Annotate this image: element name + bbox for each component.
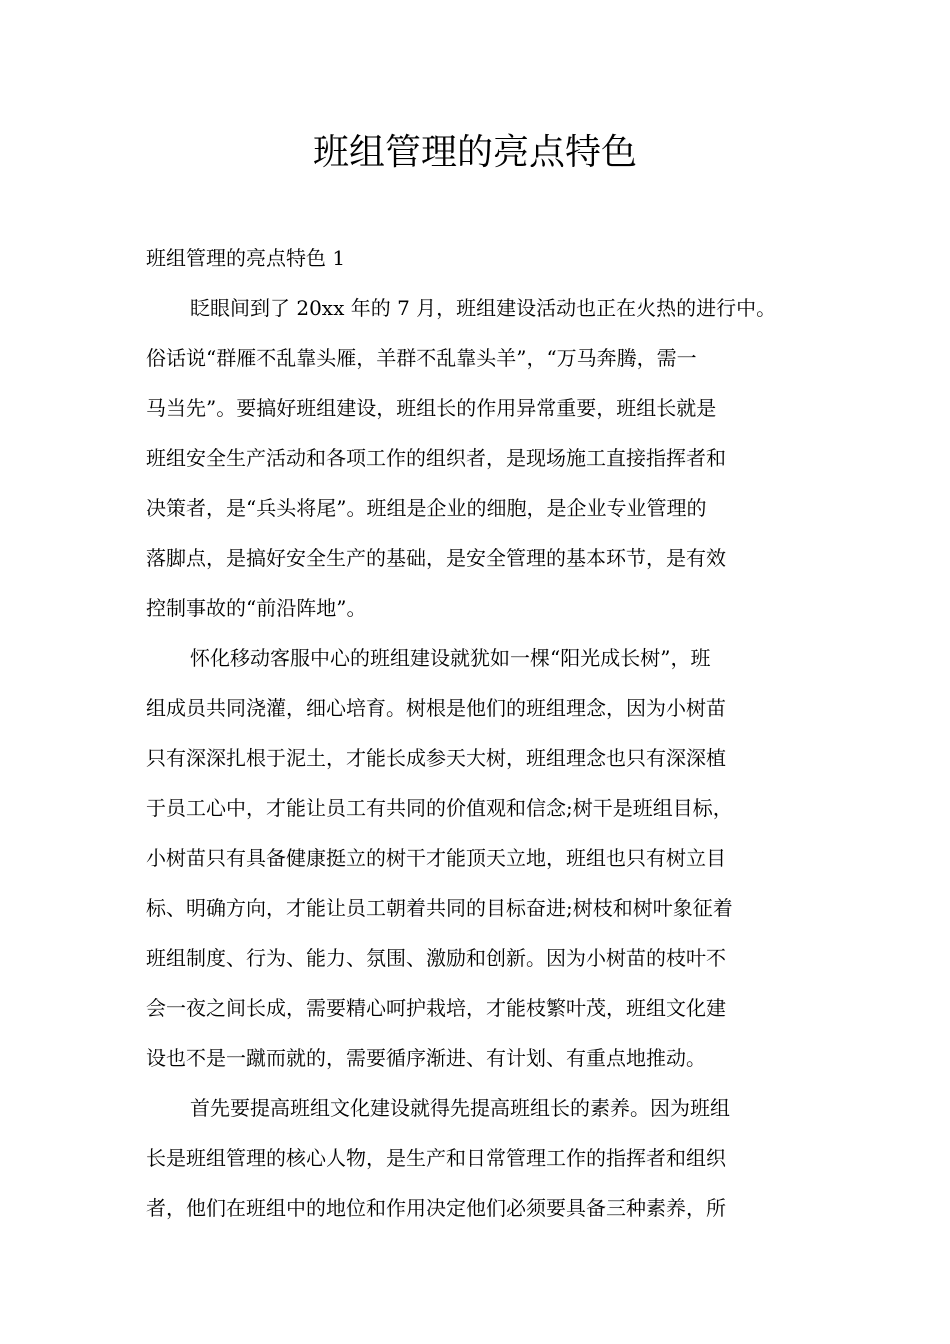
section-heading: 班组管理的亮点特色 1 xyxy=(146,246,346,270)
text-line: 班组制度、行为、能力、氛围、激励和创新。因为小树苗的枝叶不 xyxy=(146,946,726,970)
text-line: 怀化移动客服中心的班组建设就犹如一棵“阳光成长树”，班 xyxy=(190,646,711,670)
text-line: 于员工心中，才能让员工有共同的价值观和信念;树干是班组目标， xyxy=(146,796,733,820)
text-line: 设也不是一蹴而就的，需要循序渐进、有计划、有重点地推动。 xyxy=(146,1046,706,1070)
text-line: 会一夜之间长成，需要精心呵护栽培，才能枝繁叶茂，班组文化建 xyxy=(146,996,726,1020)
document-body xyxy=(146,233,820,1233)
text-line: 小树苗只有具备健康挺立的树干才能顶天立地，班组也只有树立目 xyxy=(146,846,726,870)
paragraph-1 xyxy=(146,283,820,633)
text-line: 马当先”。要搞好班组建设，班组长的作用异常重要，班组长就是 xyxy=(146,396,717,420)
text-line: 者，他们在班组中的地位和作用决定他们必须要具备三种素养，所 xyxy=(146,1196,726,1220)
paragraph-2 xyxy=(146,633,820,1083)
text-line: 班组安全生产活动和各项工作的组织者，是现场施工直接指挥者和 xyxy=(146,446,726,470)
text-line: 俗话说“群雁不乱靠头雁，羊群不乱靠头羊”，“万马奔腾，需一 xyxy=(146,346,697,370)
text-line: 眨眼间到了 20xx 年的 7 月，班组建设活动也正在火热的进行中。 xyxy=(190,296,777,320)
text-line: 首先要提高班组文化建设就得先提高班组长的素养。因为班组 xyxy=(190,1096,730,1120)
text-line: 组成员共同浇灌，细心培育。树根是他们的班组理念，因为小树苗 xyxy=(146,696,726,720)
text-line: 控制事故的“前沿阵地”。 xyxy=(146,596,367,620)
text-line: 长是班组管理的核心人物，是生产和日常管理工作的指挥者和组织 xyxy=(146,1146,726,1170)
document-title: 班组管理的亮点特色 xyxy=(312,132,637,173)
text-line: 决策者，是“兵头将尾”。班组是企业的细胞，是企业专业管理的 xyxy=(146,496,707,520)
paragraph-3 xyxy=(146,1083,820,1233)
text-line: 只有深深扎根于泥土，才能长成参天大树，班组理念也只有深深植 xyxy=(146,746,726,770)
text-line: 标、明确方向，才能让员工朝着共同的目标奋进;树枝和树叶象征着 xyxy=(146,896,733,920)
text-line: 落脚点，是搞好安全生产的基础，是安全管理的基本环节，是有效 xyxy=(146,546,726,570)
